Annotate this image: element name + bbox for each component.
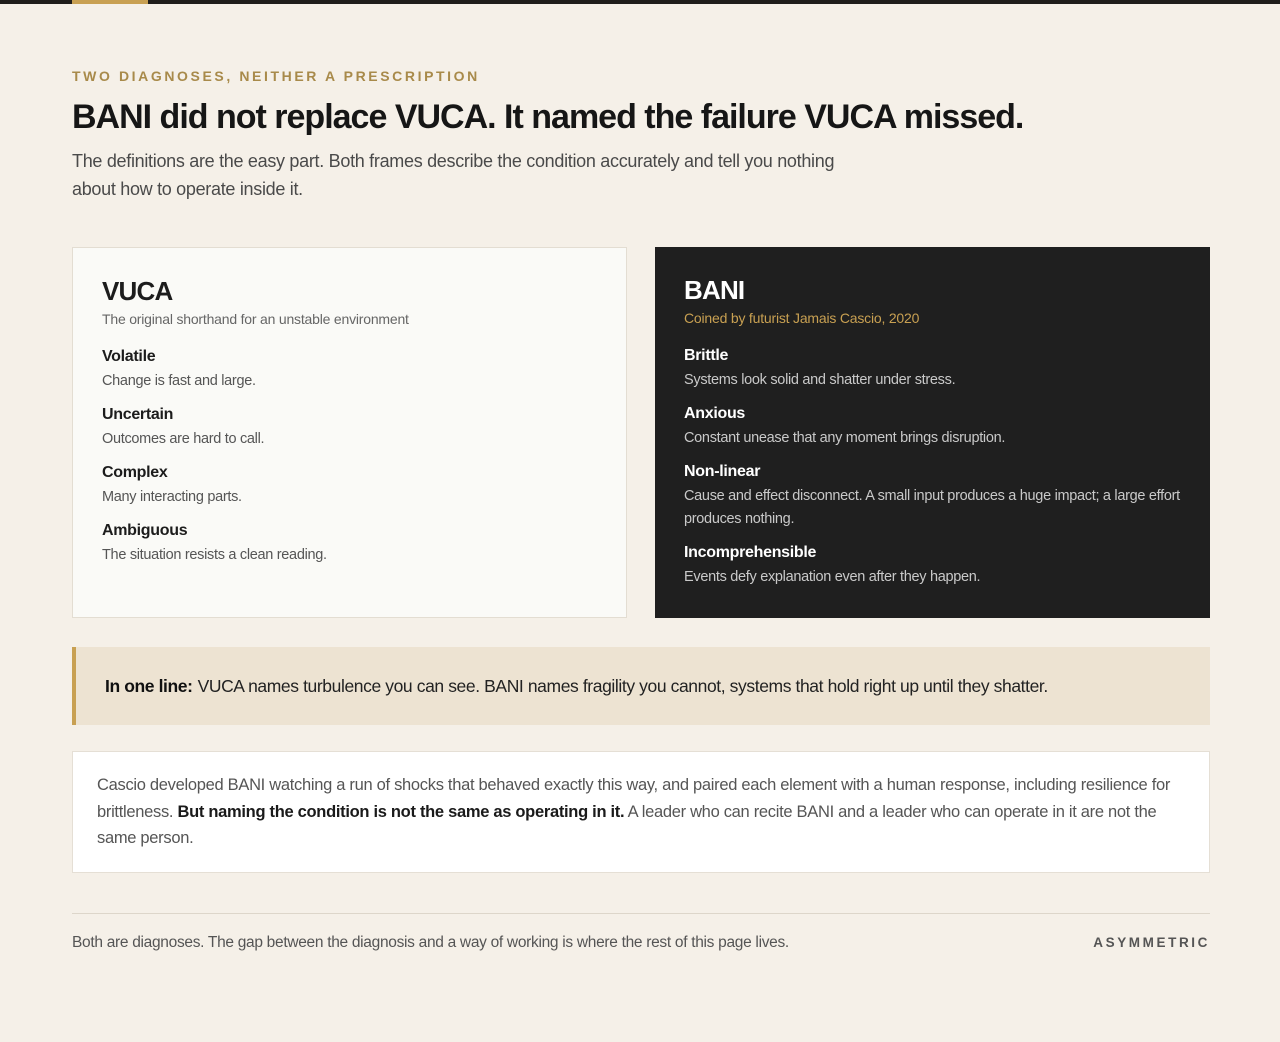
term-item (684, 543, 1182, 589)
vuca-terms (102, 347, 598, 567)
term-desc: Outcomes are hard to call. (102, 431, 265, 447)
term-item (102, 521, 598, 567)
brand-wordmark[interactable]: ASYMMETRIC (1093, 935, 1210, 950)
cascio-lead: Cascio developed BANI watching a run of shocks that behaved exactly this way, and paired each element with a human response, including resilience for brittleness. (97, 776, 1171, 821)
term-title: Volatile (102, 348, 156, 365)
one-line-text (105, 676, 1048, 697)
term-desc: Change is fast and large. (102, 373, 256, 389)
footer-note: Both are diagnoses. The gap between the diagnosis and a way of working is where the rest of this page lives. (72, 934, 789, 951)
term-desc: The situation resists a clean reading. (102, 547, 327, 563)
term-desc: Many interacting parts. (102, 489, 242, 505)
one-line-label: In one line: (105, 675, 193, 696)
term-item (102, 347, 598, 393)
vuca-card (72, 247, 627, 618)
vuca-title: VUCA (102, 276, 173, 306)
eyebrow: TWO DIAGNOSES, NEITHER A PRESCRIPTION (72, 68, 480, 84)
term-item (102, 405, 598, 451)
top-bar (0, 0, 1280, 4)
term-title: Uncertain (102, 406, 174, 423)
top-bar-accent (72, 0, 148, 4)
cascio-bold: But naming the condition is not the same as operating in it. (177, 802, 625, 821)
bani-terms (684, 346, 1182, 589)
bani-card (655, 247, 1210, 618)
bani-subtitle: Coined by futurist Jamais Cascio, 2020 (684, 310, 920, 326)
term-item (684, 404, 1182, 450)
footer-divider (72, 913, 1210, 914)
term-desc: Constant unease that any moment brings disruption. (684, 430, 1006, 446)
term-item (684, 346, 1182, 392)
cascio-tail: A leader who can recite BANI and a leader who can operate in it are not the same person. (97, 802, 1157, 847)
page-title: BANI did not replace VUCA. It named the failure VUCA missed. (72, 98, 1024, 136)
one-line-body: VUCA names turbulence you can see. BANI names fragility you cannot, systems that hold right up until they shatter. (197, 675, 1048, 696)
term-desc: Systems look solid and shatter under stress. (684, 372, 956, 388)
bani-title: BANI (684, 275, 745, 305)
term-desc: Cause and effect disconnect. A small input produces a huge impact; a large effort produces nothing. (684, 488, 1180, 527)
term-title: Ambiguous (102, 522, 188, 539)
term-item (684, 462, 1182, 531)
term-item (102, 463, 598, 509)
term-title: Non-linear (684, 463, 761, 480)
cascio-paragraph (72, 751, 1210, 873)
one-line-callout (72, 647, 1210, 725)
vuca-subtitle: The original shorthand for an unstable environment (102, 311, 409, 327)
cascio-text (97, 772, 1181, 852)
term-desc: Events defy explanation even after they happen. (684, 569, 981, 585)
term-title: Complex (102, 464, 168, 481)
term-title: Anxious (684, 405, 746, 422)
intro-text: The definitions are the easy part. Both frames describe the condition accurately and tell you nothing about how to operate inside it. (72, 151, 835, 199)
term-title: Brittle (684, 347, 729, 364)
term-title: Incomprehensible (684, 544, 817, 561)
